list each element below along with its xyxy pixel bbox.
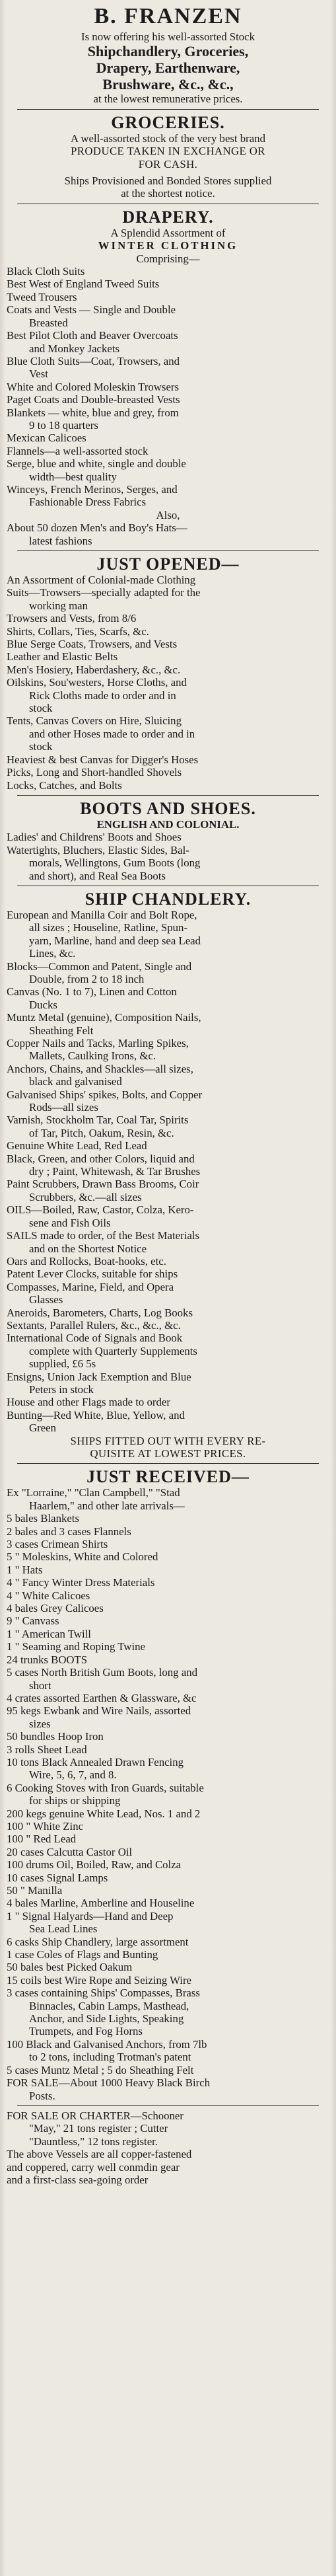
section-line: short — [29, 1679, 51, 1692]
section-line: 100 Black and Galvanised Anchors, from 7lb — [7, 2037, 207, 2051]
section-line: Copper Nails and Tacks, Marling Spikes, — [7, 1037, 189, 1049]
section-line: 4 bales Marline, Amberline and Houseline — [7, 1897, 195, 1910]
section-line: 10 cases Signal Lamps — [7, 1871, 108, 1884]
section-line: 5 bales Blankets — [7, 1512, 79, 1525]
section-line: Coats and Vests — Single and Double — [7, 303, 176, 317]
section-line: 3 rolls Sheet Lead — [7, 1743, 87, 1756]
section-line: 6 Cooking Stoves with Iron Guards, suitable — [7, 1781, 204, 1794]
section-line: Mallets, Caulking Irons, &c. — [29, 1049, 156, 1063]
section-line: 50 bundles Hoop Iron — [7, 1730, 104, 1743]
section-line: Wire, 5, 6, 7, and 8. — [29, 1768, 117, 1782]
section-line: Anchors, Chains, and Shackles—all sizes, — [7, 1062, 193, 1075]
section-line: 1 " Hats — [7, 1563, 43, 1576]
section-line: Locks, Catches, and Bolts — [7, 778, 122, 792]
section-line: Blocks—Common and Patent, Single and — [7, 960, 192, 973]
section-line: Posts. — [29, 2089, 55, 2102]
section-block — [7, 890, 329, 1460]
section-line: Black, Green, and other Colors, liquid and — [7, 1152, 195, 1165]
section-line: Black Cloth Suits — [7, 265, 85, 278]
section-line: Galvanised Ships' spikes, Bolts, and Copper — [7, 1088, 203, 1101]
section-line: 1 " Signal Halyards—Hand and Deep — [7, 1909, 174, 1922]
section-line: QUISITE AT LOWEST PRICES. — [90, 1447, 246, 1460]
section-line: 1 " Seaming and Roping Twine — [7, 1640, 145, 1653]
section-line: Also, — [156, 508, 180, 521]
section-line: Picks, Long and Short-handled Shovels — [7, 766, 182, 779]
section-line: Paint Scrubbers, Drawn Bass Brooms, Coir — [7, 1178, 199, 1191]
section-divider — [17, 109, 319, 110]
section-line: 24 trunks BOOTS — [7, 1653, 88, 1666]
section-line: Oilskins, Sou'westers, Horse Cloths, and — [7, 676, 187, 689]
section-line: 5 " Moleskins, White and Colored — [7, 1550, 158, 1564]
page-edge-left — [0, 0, 5, 2576]
section-line: Rods—all sizes — [29, 1101, 98, 1114]
section-line: complete with Quarterly Supplements — [29, 1344, 197, 1357]
intro-block — [7, 30, 329, 106]
section-line: Heaviest & best Canvas for Digger's Hoses — [7, 753, 199, 766]
section-line: Ships Provisioned and Bonded Stores supplied — [64, 174, 272, 188]
section-line: Haarlem," and other late arrivals— — [29, 1499, 185, 1512]
intro-line: at the lowest remunerative prices. — [93, 93, 243, 106]
section-line: all sizes ; Houseline, Ratline, Spun- — [29, 921, 188, 934]
section-line: black and galvanised — [29, 1075, 122, 1088]
section-line: 5 cases Muntz Metal ; 5 do Sheathing Felt — [7, 2063, 194, 2076]
section-line: The above Vessels are all copper-fastened — [7, 2148, 192, 2161]
section-line: sene and Fish Oils — [29, 1216, 111, 1229]
section-line: Best Pilot Cloth and Beaver Overcoats — [7, 329, 178, 342]
section-line: Winceys, French Merinos, Serges, and — [7, 482, 178, 496]
section-line: SHIPS FITTED OUT WITH EVERY RE- — [70, 1434, 266, 1447]
section-line: dry ; Paint, Whitewash, & Tar Brushes — [29, 1165, 201, 1178]
section-line: Men's Hosiery, Haberdashery, &c., &c. — [7, 663, 181, 676]
section-line: 2 bales and 3 cases Flannels — [7, 1525, 131, 1538]
section-line: Patent Lever Clocks, suitable for ships — [7, 1268, 178, 1281]
section-line: Sea Lead Lines — [29, 1922, 98, 1936]
section-line: 50 " Manilla — [7, 1884, 63, 1897]
section-line: Best West of England Tweed Suits — [7, 278, 160, 291]
section-line: Ducks — [29, 998, 57, 1011]
section-divider — [17, 2105, 319, 2106]
section-line: About 50 dozen Men's and Boy's Hats— — [7, 521, 187, 535]
section-line: Leather and Elastic Belts — [7, 650, 118, 663]
section-line: 20 cases Calcutta Castor Oil — [7, 1845, 133, 1858]
section-line: and short), and Real Sea Boots — [29, 869, 166, 882]
section-line: White and Colored Moleskin Trowsers — [7, 380, 180, 393]
section-line: An Assortment of Colonial-made Clothing — [7, 574, 196, 586]
section-line: 9 " Canvass — [7, 1614, 59, 1628]
section-block — [7, 554, 329, 792]
section-line: OILS—Boiled, Raw, Castor, Colza, Kero- — [7, 1203, 194, 1217]
section-line: 10 tons Black Annealed Drawn Fencing — [7, 1755, 184, 1768]
section-line: for ships or shipping — [29, 1794, 121, 1807]
section-line: PRODUCE TAKEN IN EXCHANGE OR — [71, 145, 265, 158]
section-line: "May," 21 tons register ; Cutter — [29, 2122, 168, 2135]
section-line: and on the Shortest Notice — [29, 1242, 147, 1255]
section-line: Trowsers and Vests, from 8/6 — [7, 612, 137, 625]
section-line: A Splendid Assortment of — [110, 226, 226, 239]
section-line: "Dauntless," 12 tons register. — [29, 2135, 158, 2148]
section-line: Blue Cloth Suits—Coat, Trowsers, and — [7, 354, 180, 367]
section-line: Bunting—Red White, Blue, Yellow, and — [7, 1408, 185, 1421]
section-line: 100 drums Oil, Boiled, Raw, and Colza — [7, 1858, 182, 1872]
section-line: Mexican Calicoes — [7, 432, 86, 445]
section-line: Suits—Trowsers—specially adapted for the — [7, 586, 201, 599]
section-line: and a first-class sea-going order — [7, 2173, 149, 2186]
section-line: Canvas (No. 1 to 7), Linen and Cotton — [7, 985, 177, 999]
section-line: and other Hoses made to order and in — [29, 727, 195, 740]
section-line: International Code of Signals and Book — [7, 1332, 183, 1345]
section-line: Lines, &c. — [29, 947, 76, 960]
section-line: Peters in stock — [29, 1383, 94, 1396]
section-line: A well-assorted stock of the very best brand — [71, 132, 265, 145]
section-line: Ex "Lorraine," "Clan Campbell," "Stad — [7, 1486, 180, 1499]
section-line: FOR SALE OR CHARTER—Schooner — [7, 2109, 184, 2122]
section-line: Double, from 2 to 18 inch — [29, 972, 145, 985]
section-line: Binnacles, Cabin Lamps, Masthead, — [29, 1999, 189, 2012]
intro-line: Is now offering his well-assorted Stock — [81, 30, 255, 43]
section-block — [7, 2109, 329, 2186]
merchant-name: B. FRANZEN — [94, 4, 242, 28]
sections-container — [7, 109, 329, 2187]
section-heading: GROCERIES. — [111, 112, 225, 132]
section-line: 1 case Coles of Flags and Bunting — [7, 1948, 158, 1961]
section-line: Rick Cloths made to order and in — [29, 689, 176, 702]
section-heading: JUST RECEIVED— — [86, 1467, 250, 1487]
section-line: Comprising— — [136, 252, 200, 265]
section-divider — [17, 1463, 319, 1464]
page-edge-right — [331, 0, 336, 2576]
intro-line: Drapery, Earthenware, — [96, 59, 240, 77]
section-line: 50 bales best Picked Oakum — [7, 1961, 133, 1974]
section-line: 6 casks Ship Chandlery, large assortment — [7, 1935, 189, 1948]
section-line: Breasted — [29, 316, 68, 329]
section-line: 4 crates assorted Earthen & Glassware, &c — [7, 1691, 197, 1704]
section-line: and coppered, carry well conmdin gear — [7, 2160, 180, 2174]
section-line: Blankets — white, blue and grey, from — [7, 406, 179, 419]
section-line: European and Manilla Coir and Bolt Rope, — [7, 908, 197, 921]
section-line: Anchor, and Side Lights, Speaking — [29, 2012, 184, 2026]
section-line: width—best quality — [29, 470, 117, 483]
section-line: Blue Serge Coats, Trowsers, and Vests — [7, 638, 178, 651]
section-line: Sheathing Felt — [29, 1024, 94, 1037]
section-line: Green — [29, 1421, 56, 1435]
section-line: of Tar, Pitch, Oakum, Resin, &c. — [29, 1126, 174, 1139]
section-line: Tweed Trousers — [7, 290, 77, 303]
section-line: 3 cases Crimean Shirts — [7, 1538, 108, 1551]
section-line: Glasses — [29, 1293, 63, 1307]
section-line: stock — [29, 740, 53, 753]
section-line: 100 " Red Lead — [7, 1833, 77, 1846]
section-line: Varnish, Stockholm Tar, Coal Tar, Spirits — [7, 1114, 189, 1127]
section-line: stock — [29, 702, 53, 715]
section-line: Trumpets, and Fog Horns — [29, 2025, 143, 2038]
section-line: 15 coils best Wire Rope and Seizing Wire — [7, 1973, 191, 1987]
section-line: House and other Flags made to order — [7, 1396, 170, 1409]
section-line: Scrubbers, &c.—all sizes — [29, 1190, 142, 1203]
section-heading: JUST OPENED— — [96, 554, 240, 574]
section-line: at the shortest notice. — [121, 187, 215, 200]
section-line: morals, Wellingtons, Gum Boots (long — [29, 856, 201, 870]
section-line: 9 to 18 quarters — [29, 418, 98, 432]
section-heading: SHIP CHANDLERY. — [84, 889, 252, 909]
section-line: Shirts, Collars, Ties, Scarfs, &c. — [7, 625, 149, 638]
section-line: Compasses, Marine, Field, and Opera — [7, 1280, 174, 1293]
section-line: 3 cases containing Ships' Compasses, Brass — [7, 1987, 200, 2000]
section-divider — [17, 550, 319, 551]
section-line: FOR CASH. — [138, 157, 198, 170]
section-line: Sextants, Parallel Rulers, &c., &c., &c. — [7, 1318, 181, 1332]
section-line: 95 kegs Ewbank and Wire Nails, assorted — [7, 1704, 191, 1718]
section-line: 4 " White Calicoes — [7, 1589, 90, 1602]
section-line: FOR SALE—About 1000 Heavy Black Birch — [7, 2076, 211, 2090]
section-line: sizes — [29, 1717, 51, 1730]
section-line: 200 kegs genuine White Lead, Nos. 1 and 2 — [7, 1807, 201, 1820]
section-heading: DRAPERY. — [122, 207, 214, 227]
section-line: 5 cases North British Gum Boots, long and — [7, 1666, 197, 1679]
section-line: 100 " White Zinc — [7, 1819, 84, 1833]
section-line: Fashionable Dress Fabrics — [29, 496, 147, 509]
section-line: latest fashions — [29, 534, 92, 547]
section-line: 4 " Fancy Winter Dress Materials — [7, 1576, 155, 1589]
section-line: Genuine White Lead, Red Lead — [7, 1139, 147, 1153]
section-line: Ensigns, Union Jack Exemption and Blue — [7, 1370, 191, 1383]
section-line: 4 bales Grey Calicoes — [7, 1602, 104, 1615]
section-line: ENGLISH AND COLONIAL. — [96, 817, 240, 831]
section-block — [7, 799, 329, 882]
intro-line: Shipchandlery, Groceries, — [87, 43, 249, 60]
section-line: supplied, £6 5s — [29, 1357, 96, 1371]
section-block — [7, 113, 329, 200]
section-block — [7, 1467, 329, 2102]
section-line: Muntz Metal (genuine), Composition Nails, — [7, 1011, 201, 1024]
section-line: Watertights, Bluchers, Elastic Sides, Bal- — [7, 843, 189, 856]
section-line: Oars and Rollocks, Boat-hooks, etc. — [7, 1254, 166, 1268]
intro-line: Brushware, &c., &c., — [102, 76, 234, 93]
section-line: Ladies' and Childrens' Boots and Shoes — [7, 831, 182, 844]
section-line: SAILS made to order, of the Best Materials — [7, 1229, 199, 1242]
section-divider — [17, 795, 319, 796]
section-line: Paget Coats and Double-breasted Vests — [7, 393, 180, 406]
section-line: Aneroids, Barometers, Charts, Log Books — [7, 1306, 193, 1319]
section-block — [7, 208, 329, 547]
section-line: working man — [29, 599, 88, 612]
section-line: yarn, Marline, hand and deep sea Lead — [29, 934, 201, 947]
section-line: to 2 tons, including Trotman's patent — [29, 2051, 191, 2064]
section-line: and Monkey Jackets — [29, 342, 120, 355]
section-heading: BOOTS AND SHOES. — [80, 798, 256, 818]
section-line: 1 " American Twill — [7, 1627, 91, 1640]
section-line: Tents, Canvas Covers on Hire, Sluicing — [7, 714, 182, 728]
section-line: Flannels—a well-assorted stock — [7, 444, 149, 457]
section-line: WINTER CLOTHING — [98, 239, 238, 252]
section-line: Vest — [29, 367, 48, 381]
section-line: Serge, blue and white, single and double — [7, 457, 186, 471]
